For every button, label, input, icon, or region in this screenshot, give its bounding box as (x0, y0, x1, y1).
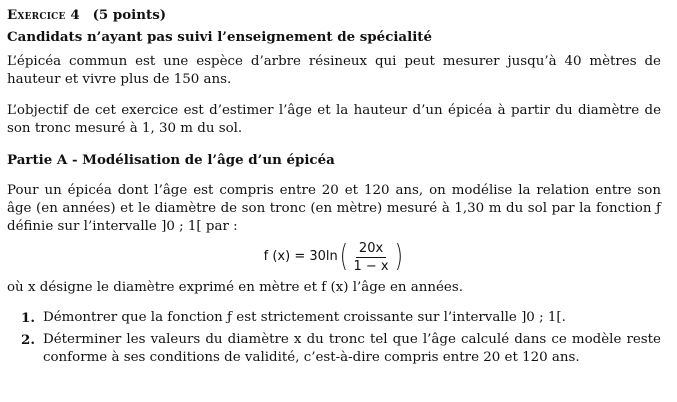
formula-left-paren: ( (339, 239, 348, 274)
exercise-points: (5 points) (92, 7, 167, 23)
formula-fraction (350, 241, 391, 274)
exercise-subtitle: Candidats n’ayant pas suivi l’enseignement de spécialité (7, 29, 432, 45)
formula-numerator: 20x (356, 241, 386, 258)
question-text: Démontrer que la fonction ƒ est strictement croissante sur l’intervalle ]0 ; 1[. (43, 310, 566, 325)
question-item (7, 331, 661, 367)
part-a-paragraph-2: où x désigne le diamètre exprimé en mètre et f (x) l’âge en années. (7, 280, 463, 295)
question-number: 1. (21, 310, 35, 326)
formula-denominator: 1 − x (353, 258, 389, 274)
part-a-title: Partie A - Modélisation de l’âge d’un épicéa (7, 152, 335, 168)
question-text: Déterminer les valeurs du diamètre x du tronc tel que l’âge calculé dans ce modèle reste conforme à ses conditions de validité, c’est-à-dire compris entre 20 et 120 ans. (43, 332, 661, 365)
question-item (7, 309, 661, 327)
formula-right-paren: ) (394, 239, 403, 274)
formula (7, 237, 661, 277)
question-list (7, 309, 661, 367)
question-number: 2. (21, 332, 35, 348)
intro-paragraph-1: L’épicéa commun est une espèce d’arbre résineux qui peut mesurer jusqu’à 40 mètres de hauteur et vivre plus de 150 ans. (7, 54, 661, 87)
exercise-header (7, 6, 661, 24)
intro-paragraph-2: L’objectif de cet exercice est d’estimer l’âge et la hauteur d’un épicéa à partir du diamètre de son tronc mesuré à 1, 30 m du sol. (7, 103, 661, 136)
formula-expression (264, 241, 405, 274)
exercise-title: Exercice 4 (7, 7, 80, 23)
part-a-paragraph-1: Pour un épicéa dont l’âge est compris entre 20 et 120 ans, on modélise la relation entre son âge (en années) et le diamètre de son tronc (en mètre) mesuré à 1,30 m du sol par la fonction ƒ définie sur l’intervalle ]0 ; 1[ par : (7, 183, 661, 234)
formula-lhs: f (x) = 30ln (263, 249, 338, 264)
